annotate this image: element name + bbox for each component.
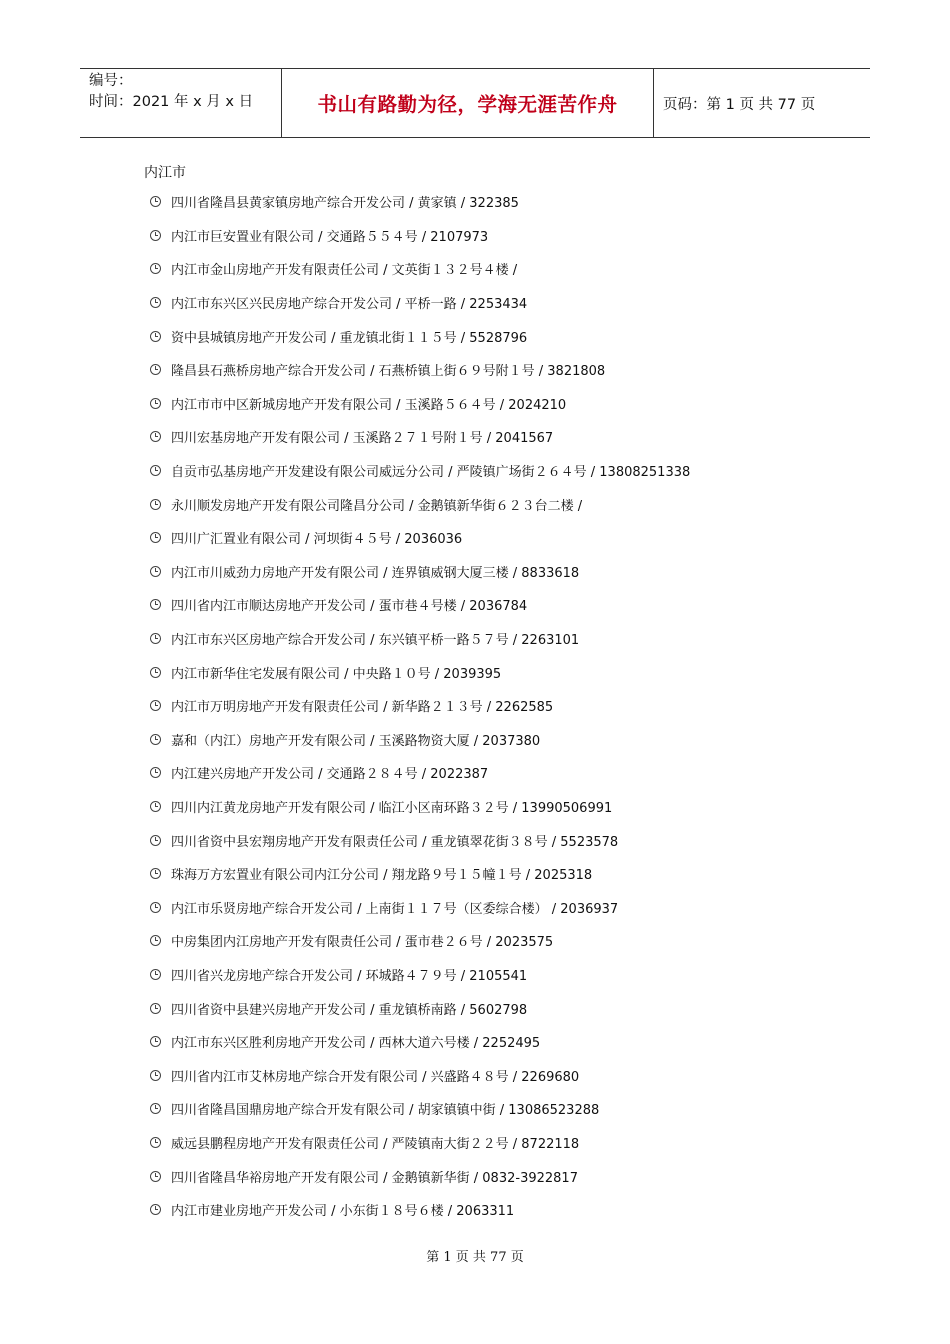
list-item-text: 四川省隆昌国鼎房地产综合开发有限公司 / 胡家镇镇中街 / 13086523288: [171, 1103, 600, 1119]
list-item-text: 中房集团内江房地产开发有限责任公司 / 蛋市巷２６号 / 2023575: [171, 935, 554, 951]
clock-bullet-icon: [150, 767, 161, 778]
list-item: [150, 622, 870, 656]
clock-bullet-icon: [150, 499, 161, 510]
list-item-text: 四川省内江市顺达房地产开发公司 / 蛋市巷４号楼 / 2036784: [171, 599, 528, 615]
clock-bullet-icon: [150, 1204, 161, 1215]
list-item-text: 四川省隆昌华裕房地产开发有限公司 / 金鹅镇新华街 / 0832-3922817: [171, 1170, 578, 1186]
list-item: [150, 1159, 870, 1193]
list-item-text: 四川省资中县宏翔房地产开发有限责任公司 / 重龙镇翠花街３８号 / 5523578: [171, 834, 619, 850]
clock-bullet-icon: [150, 230, 161, 241]
list-item: [150, 185, 870, 219]
clock-bullet-icon: [150, 868, 161, 879]
list-item-text: 内江建兴房地产开发公司 / 交通路２８４号 / 2022387: [171, 767, 489, 783]
list-item: [150, 890, 870, 924]
list-item-text: 威远县鹏程房地产开发有限责任公司 / 严陵镇南大街２２号 / 8722118: [171, 1136, 580, 1152]
list-item-text: 自贡市弘基房地产开发建设有限公司威远分公司 / 严陵镇广场街２６４号 / 13808251338: [171, 465, 691, 481]
list-item: [150, 756, 870, 790]
list-item-text: 资中县城镇房地产开发公司 / 重龙镇北街１１５号 / 5528796: [171, 330, 528, 346]
clock-bullet-icon: [150, 1103, 161, 1114]
list-item: [150, 319, 870, 353]
list-item-text: 内江市金山房地产开发有限责任公司 / 文英街１３２号４楼 /: [171, 263, 518, 279]
clock-bullet-icon: [150, 969, 161, 980]
clock-bullet-icon: [150, 1036, 161, 1047]
list-item-text: 内江市市中区新城房地产开发有限公司 / 玉溪路５６４号 / 2024210: [171, 397, 567, 413]
clock-bullet-icon: [150, 398, 161, 409]
number-label: 编号：: [89, 73, 133, 89]
list-item-text: 四川省内江市艾林房地产综合开发有限公司 / 兴盛路４８号 / 2269680: [171, 1069, 580, 1085]
company-list: [150, 185, 870, 1226]
list-item: [150, 353, 870, 387]
list-item-text: 内江市乐贤房地产综合开发公司 / 上南街１１７号（区委综合楼） / 2036937: [171, 901, 619, 917]
list-item-text: 永川顺发房地产开发有限公司隆昌分公司 / 金鹅镇新华街６２３台二楼 /: [171, 498, 583, 514]
clock-bullet-icon: [150, 532, 161, 543]
list-item: [150, 286, 870, 320]
list-item-text: 四川省隆昌县黄家镇房地产综合开发公司 / 黄家镇 / 322385: [171, 196, 519, 212]
clock-bullet-icon: [150, 263, 161, 274]
list-item: [150, 219, 870, 253]
clock-bullet-icon: [150, 633, 161, 644]
list-item: [150, 790, 870, 824]
list-item-text: 四川内江黄龙房地产开发有限公司 / 临江小区南环路３２号 / 13990506991: [171, 800, 613, 816]
list-item: [150, 823, 870, 857]
clock-bullet-icon: [150, 331, 161, 342]
list-item: [150, 1025, 870, 1059]
list-item: [150, 723, 870, 757]
list-item: [150, 521, 870, 555]
page-footer: 第 1 页 共 77 页: [426, 1250, 524, 1265]
list-item-text: 隆昌县石燕桥房地产综合开发公司 / 石燕桥镇上街６９号附１号 / 3821808: [171, 364, 606, 380]
list-item-text: 四川省兴龙房地产综合开发公司 / 环城路４７９号 / 2105541: [171, 968, 528, 984]
list-item: [150, 857, 870, 891]
list-item: [150, 387, 870, 421]
clock-bullet-icon: [150, 1003, 161, 1014]
list-item-text: 四川广汇置业有限公司 / 河坝街４５号 / 2036036: [171, 532, 463, 548]
clock-bullet-icon: [150, 835, 161, 846]
clock-bullet-icon: [150, 196, 161, 207]
list-item-text: 内江市巨安置业有限公司 / 交通路５５４号 / 2107973: [171, 229, 489, 245]
list-item: [150, 689, 870, 723]
page-indicator: 页码：第 1 页 共 77 页: [663, 96, 816, 113]
header-slogan: 书山有路勤为径，学海无涯苦作舟: [282, 69, 654, 137]
list-item: [150, 588, 870, 622]
list-item: [150, 1092, 870, 1126]
list-item-text: 内江市建业房地产开发公司 / 小东街１８号６楼 / 2063311: [171, 1204, 515, 1220]
list-item: [150, 991, 870, 1025]
header-meta: [80, 69, 282, 137]
list-item: [150, 958, 870, 992]
list-item: [150, 487, 870, 521]
clock-bullet-icon: [150, 431, 161, 442]
section-title: 内江市: [144, 165, 186, 181]
list-item-text: 内江市东兴区兴民房地产综合开发公司 / 平桥一路 / 2253434: [171, 297, 528, 313]
list-item: [150, 555, 870, 589]
list-item: [150, 252, 870, 286]
time-label: 时间：2021 年 x 月 x 日: [89, 94, 254, 110]
list-item-text: 四川宏基房地产开发有限公司 / 玉溪路２７１号附１号 / 2041567: [171, 431, 554, 447]
clock-bullet-icon: [150, 364, 161, 375]
list-item-text: 内江市万明房地产开发有限责任公司 / 新华路２１３号 / 2262585: [171, 700, 554, 716]
clock-bullet-icon: [150, 465, 161, 476]
list-item: [150, 1058, 870, 1092]
list-item-text: 内江市东兴区胜利房地产开发公司 / 西林大道六号楼 / 2252495: [171, 1036, 541, 1052]
list-item: [150, 1193, 870, 1227]
clock-bullet-icon: [150, 297, 161, 308]
clock-bullet-icon: [150, 734, 161, 745]
list-item-text: 珠海万方宏置业有限公司内江分公司 / 翔龙路９号１５幢１号 / 2025318: [171, 868, 593, 884]
clock-bullet-icon: [150, 566, 161, 577]
list-item-text: 嘉和（内江）房地产开发有限公司 / 玉溪路物资大厦 / 2037380: [171, 733, 541, 749]
list-item-text: 内江市东兴区房地产综合开发公司 / 东兴镇平桥一路５７号 / 2263101: [171, 633, 580, 649]
clock-bullet-icon: [150, 935, 161, 946]
list-item-text: 内江市川威劲力房地产开发有限公司 / 连界镇威钢大厦三楼 / 8833618: [171, 565, 580, 581]
clock-bullet-icon: [150, 801, 161, 812]
list-item: [150, 420, 870, 454]
clock-bullet-icon: [150, 599, 161, 610]
list-item: [150, 1126, 870, 1160]
clock-bullet-icon: [150, 1171, 161, 1182]
clock-bullet-icon: [150, 1070, 161, 1081]
document-header: [80, 68, 870, 138]
clock-bullet-icon: [150, 700, 161, 711]
clock-bullet-icon: [150, 667, 161, 678]
clock-bullet-icon: [150, 902, 161, 913]
clock-bullet-icon: [150, 1137, 161, 1148]
list-item: [150, 454, 870, 488]
list-item: [150, 924, 870, 958]
list-item-text: 内江市新华住宅发展有限公司 / 中央路１０号 / 2039395: [171, 666, 502, 682]
list-item-text: 四川省资中县建兴房地产开发公司 / 重龙镇桥南路 / 5602798: [171, 1002, 528, 1018]
list-item: [150, 655, 870, 689]
